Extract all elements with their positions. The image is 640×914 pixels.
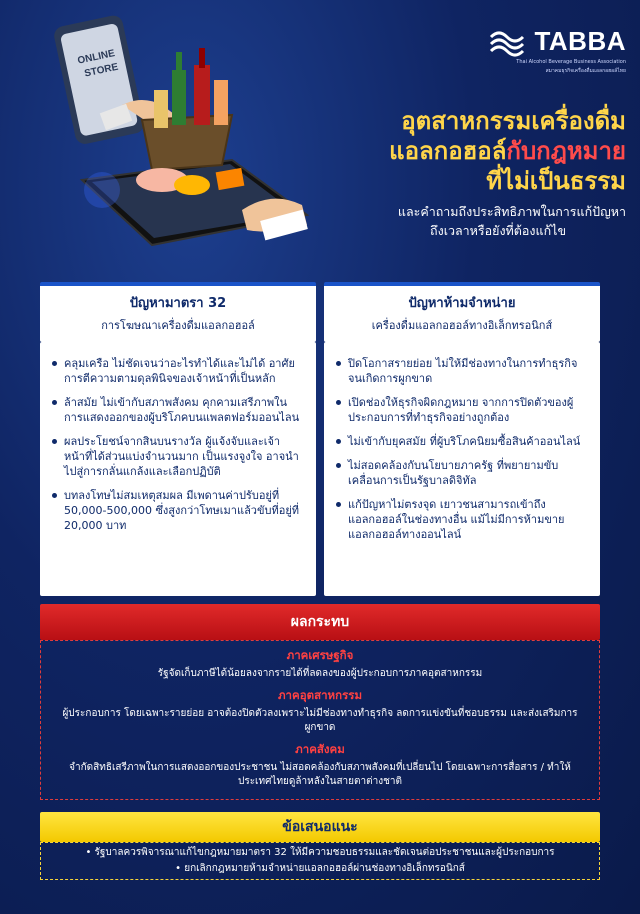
brand-name: TABBA — [534, 26, 626, 56]
list-item: แก้ปัญหาไม่ตรงจุด เยาวชนสามารถเข้าถึงแอลกอฮอล์ในช่องทางอื่น แม้ไม่มีการห้ามขายแอลกอฮอล์ทางออนไลน์ — [348, 497, 584, 542]
tabba-logo — [489, 26, 626, 75]
title-line2-b: กับกฎหมาย — [506, 137, 626, 165]
left-bullet-list — [40, 342, 316, 533]
list-item: บทลงโทษไม่สมเหตุสมผล มีเพดานค่าปรับอยู่ที่ 50,000-500,000 ซึ่งสูงกว่าโทษเมาแล้วขับที่อยู่ที่ 20,000 บาท — [64, 489, 300, 532]
right-heading: ปัญหาห้ามจำหน่าย — [408, 296, 516, 311]
proposal-item: • ยกเลิกกฎหมายห้ามจำหน่ายแอลกอฮอล์ผ่านช่องทางอิเล็กทรอนิกส์ — [175, 863, 465, 874]
impact-economy-text: รัฐจัดเก็บภาษีได้น้อยลงจากรายได้ที่ลดลงของผู้ประกอบการภาคอุตสาหกรรม — [157, 668, 483, 679]
title-line1: อุตสาหกรรมเครื่องดื่ม — [401, 107, 626, 135]
brand-sub-en: Thai Alcohol Beverage Business Association — [516, 59, 626, 65]
impact-society-text: จำกัดสิทธิเสรีภาพในการแสดงออกของประชาชน ไม่สอดคล้องกับสภาพสังคมที่เปลี่ยนไป โดยเฉพาะการสื่อสาร / ทำให้ประเทศไทยดูล้าหลังในสายตาต่างชาติ — [69, 762, 571, 787]
list-item: คลุมเครือ ไม่ชัดเจนว่าอะไรทำได้และไม่ได้ อาศัยการตีความตามดุลพินิจของเจ้าหน้าที่เป็นหลัก — [64, 356, 300, 386]
tabba-waves-icon — [489, 27, 529, 57]
left-heading: ปัญหามาตรา 32 — [129, 296, 227, 311]
right-heading-card — [324, 282, 600, 342]
right-subheading: เครื่องดื่มแอลกอฮอล์ทางอิเล็กทรอนิกส์ — [371, 319, 553, 332]
title-subtitle — [389, 202, 626, 240]
title-line2-a: แอลกอฮอล์ — [389, 137, 507, 165]
proposal-heading: ข้อเสนอแนะ — [40, 812, 600, 842]
title-line3: ที่ไม่เป็นธรรม — [486, 167, 626, 195]
brand-sub-th: สมาคมธุรกิจเครื่องดื่มแอลกอฮอล์ไทย — [545, 68, 626, 74]
proposal-box — [40, 842, 600, 880]
title-line2 — [389, 136, 626, 166]
store-sign-line2: STORE — [83, 61, 120, 80]
impact-industry-title: ภาคอุตสาหกรรม — [277, 688, 363, 702]
list-item: ไม่เข้ากับยุคสมัย ที่ผู้บริโภคนิยมซื้อสินค้าออนไลน์ — [348, 434, 584, 449]
subtitle-line1: และคำถามถึงประสิทธิภาพในการแก้ปัญหา — [397, 204, 626, 219]
proposal-item: • รัฐบาลควรพิจารณาแก้ไขกฎหมายมาตรา 32 ให้มีความชอบธรรมและชัดเจนต่อประชาชนและผู้ประกอบการ — [85, 847, 555, 858]
impact-society-title: ภาคสังคม — [295, 742, 345, 756]
store-sign-line1: ONLINE — [76, 48, 116, 67]
impact-economy-title: ภาคเศรษฐกิจ — [286, 648, 354, 662]
left-content-card — [40, 342, 316, 596]
hero-section — [0, 0, 640, 270]
list-item: ปิดโอกาสรายย่อย ไม่ให้มีช่องทางในการทำธุรกิจ จนเกิดการผูกขาด — [348, 356, 584, 386]
online-store-illustration — [42, 10, 312, 260]
list-item: เปิดช่องให้ธุรกิจผิดกฎหมาย จากการปิดตัวของผู้ประกอบการที่ทำธุรกิจอย่างถูกต้อง — [348, 395, 584, 425]
left-heading-card — [40, 282, 316, 342]
list-item: ไม่สอดคล้องกับนโยบายภาครัฐ ที่พยายามขับเคลื่อนการเป็นรัฐบาลดิจิทัล — [348, 458, 584, 488]
impact-box — [40, 640, 600, 800]
list-item: ล้าสมัย ไม่เข้ากับสภาพสังคม คุกคามเสรีภาพในการแสดงออกของผู้บริโภคบนแพลตฟอร์มออนไลน — [64, 396, 300, 424]
page-title — [389, 106, 626, 240]
right-content-card — [324, 342, 600, 596]
right-bullet-list — [324, 342, 600, 542]
list-item: ผลประโยชน์จากสินบนรางวัล ผู้แจ้งจับและเจ้าหน้าที่ได้ส่วนแบ่งจำนวนมาก เป็นแรงจูงใจ อาจนำไปสู่การกลั่นแกล้งและเลือกปฏิบัติ — [64, 435, 299, 478]
impact-heading: ผลกระทบ — [40, 604, 600, 640]
subtitle-line2: ถึงเวลาหรือยังที่ต้องแก้ไข — [430, 223, 566, 238]
impact-industry-text: ผู้ประกอบการ โดยเฉพาะรายย่อย อาจต้องปิดตัวลงเพราะไม่มีช่องทางทำธุรกิจ ลดการแข่งขันที่ชอบธรรม และส่งเสริมการผูกขาด — [62, 708, 578, 733]
left-subheading: การโฆษณาเครื่องดื่มแอลกอฮอล์ — [101, 319, 255, 332]
